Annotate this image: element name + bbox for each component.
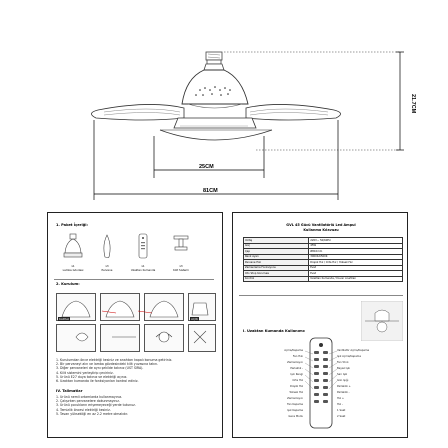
table-row: Pervane Hızı Düşük Hız / Orta Hız / Yüksek Hız xyxy=(244,260,403,266)
table-row: Voltaj 220V~ 50/60Hz xyxy=(244,238,403,244)
remote-label: Hız + xyxy=(337,397,345,400)
remote-label: Vantilatör Açma/Kapama xyxy=(337,349,370,352)
light-diffuser xyxy=(160,118,272,140)
table-row: Renk Ayarı 3000K-6500K xyxy=(244,254,403,260)
remote-label: 2 Saat xyxy=(337,415,346,418)
divider xyxy=(239,295,403,296)
remote-label: Düşük Hız xyxy=(290,385,303,388)
remote-label: Fan Kapama xyxy=(287,403,303,406)
remote-label: Işık Açma/Kapama xyxy=(337,355,361,358)
warning-text: 2. Çalışırken pervanelere dokunmayınız. xyxy=(56,399,120,404)
step-text: 4. Kilit sistemini yerleştirip çeviriniz. xyxy=(56,370,114,375)
table-row: Zamanlama Fonksiyonu Evet xyxy=(244,265,403,271)
lamp-body-icon xyxy=(62,233,84,259)
remote-label: Zamanlayıcı xyxy=(287,361,303,364)
lock-system-icon xyxy=(170,233,192,259)
step-text: 6. Uzaktan kumanda ile fonksiyonları kontrol ediniz. xyxy=(56,379,139,384)
remote-label: Parlaklık - xyxy=(337,391,350,394)
badge-on: AÇIK xyxy=(191,317,198,321)
manual-title: GVL 45 Gücü Vantilatörlü Led Ampul xyxy=(286,223,356,227)
blade-icon xyxy=(96,233,118,259)
part-remote: x1 Uzaktan Kumanda xyxy=(126,233,160,272)
installed-fan-illustration xyxy=(361,301,403,341)
manual-subtitle: Kullanma Kılavuzu xyxy=(303,228,339,232)
remote-label: Hız - xyxy=(337,403,343,406)
warning-text: 1. Ürünü nemli ortamlarda kullanmayınız. xyxy=(56,395,123,399)
specifications-table xyxy=(243,237,403,282)
manual-page-left xyxy=(47,212,223,438)
remote-label: Parlaklık - xyxy=(290,367,303,370)
step-text: 1. Kurulumdan önce elektriği kesiniz ve anahtarı kapalı konuma getiriniz. xyxy=(56,358,173,362)
warning-text: 4. Temizlik öncesi elektriği kesiniz. xyxy=(56,407,111,412)
remote-label: Orta Hız xyxy=(292,379,303,382)
remote-label: Açma/Kapama xyxy=(284,349,303,352)
warnings-title: IV. Talimatlar xyxy=(56,389,83,393)
remote-leader-lines xyxy=(290,349,349,421)
remote-label: Fan Hızı xyxy=(292,355,303,358)
step-text: 5. Ürünü E27 duya takınız ve elektriği açınız. xyxy=(56,374,128,379)
part-lamp-body: x1 Lamba Gövdesi xyxy=(58,233,88,272)
remote-label: Işık Kapama xyxy=(287,409,303,412)
height-dimension-label: 21.7CM xyxy=(410,94,416,114)
divider xyxy=(54,279,214,280)
dim-25cm-label: 25CM xyxy=(199,164,214,170)
remote-label: Işık Rengi xyxy=(290,373,303,376)
step-text: 2. Bir pervaneyi alın ve lamba gövdesindeki kilit yuvasına takın. xyxy=(56,362,159,367)
remote-label: Gece Modu xyxy=(288,415,303,418)
remote-label: Zamanlayıcı xyxy=(287,397,303,400)
width-dimension-25cm xyxy=(154,136,264,178)
remote-label: Fan Yönü xyxy=(337,361,349,364)
remote-icon xyxy=(132,233,154,259)
warning-text: 5. Tavan yüksekliği en az 2.2 metre olmalıdır. xyxy=(56,411,129,416)
installation-steps-list xyxy=(56,358,216,383)
installation-diagrams xyxy=(56,293,216,353)
package-contents-title: 1. Paket İçeriği: xyxy=(56,223,88,227)
remote-label: Sarı Işık xyxy=(337,373,348,376)
table-row: Güç 45W xyxy=(244,243,403,249)
remote-label: Beyaz Işık xyxy=(337,367,351,370)
manual-page-right xyxy=(232,212,408,438)
e27-socket xyxy=(204,52,224,70)
remote-label: 1 Saat xyxy=(337,409,346,412)
remote-usage-title: I. Uzaktan Kumanda Kullanımı: xyxy=(243,329,306,333)
lamp-housing xyxy=(182,70,248,108)
table-row: Oto Stop Koruması Evet xyxy=(244,271,403,277)
fan-technical-drawing xyxy=(0,0,448,205)
warning-text: 3. Ürünü çocukların erişemeyeceği yerde tutunuz. xyxy=(56,403,136,408)
remote-label: Yüksek Hız xyxy=(289,391,303,394)
remote-label: Gün Işığı xyxy=(337,379,349,382)
step-text: 3. Diğer pervaneleri de aynı şekilde takınız (ÜST SIRA). xyxy=(56,366,144,371)
installation-title: 2. Kurulum: xyxy=(56,282,80,286)
dim-81cm-label: 81CM xyxy=(203,188,218,194)
part-lock-system: x3 Kilit Sistemi xyxy=(164,233,198,272)
table-row: Çap Ø810mm xyxy=(244,249,403,255)
remote-label: Parlaklık + xyxy=(337,385,351,388)
part-blade: x3 Pervane xyxy=(92,233,122,272)
table-row: Kontrol Uzaktan Kumanda / Duvar Anahtarı xyxy=(244,276,403,282)
badge-off: KAPALI xyxy=(59,317,70,321)
warnings-list xyxy=(56,395,216,416)
